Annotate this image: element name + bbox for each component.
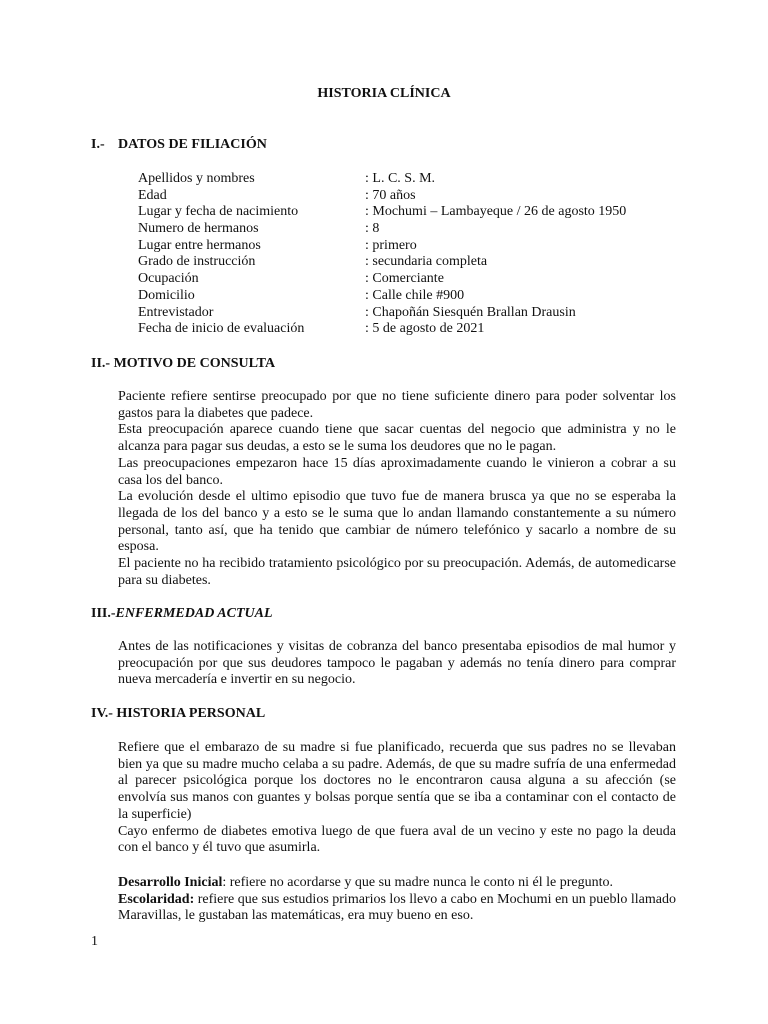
section-heading-filiacion [91, 137, 267, 154]
paragraph: Paciente refiere sentirse preocupado por que no tiene suficiente dinero para poder solventar los gastos para la diabetes que padece. [118, 389, 676, 421]
filiation-table [138, 171, 698, 338]
filiation-label: Edad [138, 187, 167, 203]
filiation-row [138, 288, 698, 305]
filiation-label: Domicilio [138, 287, 195, 303]
filiation-value: : primero [365, 237, 417, 253]
section-title: DATOS DE FILIACIÓN [118, 137, 267, 152]
section-title: ENFERMEDAD ACTUAL [115, 606, 273, 621]
page-number: 1 [91, 934, 98, 949]
desarrollo-text: : refiere no acordarse y que su madre nunca le conto ni él le pregunto. [222, 875, 614, 890]
filiation-value: : secundaria completa [365, 254, 488, 270]
escolaridad-paragraph [118, 892, 676, 925]
paragraph: El paciente no ha recibido tratamiento psicológico por su preocupación. Además, de automedicarse para su diabetes. [118, 556, 676, 588]
escolaridad-label: Escolaridad: [118, 891, 195, 907]
section-heading-historia [91, 706, 265, 723]
filiation-value: : Chapoñán Siesquén Brallan Drausin [365, 304, 576, 320]
enfermedad-text [118, 639, 676, 689]
paragraph: La evolución desde el ultimo episodio que tuvo fue de manera brusca ya que no se esperaba la llegada de los del banco y a esto se le suma que lo andan llamando constantemente a su número personal, tanto así, que ha tenido que cambiar de número telefónico y sacarlo a nombre de su esposa. [118, 489, 676, 555]
section-number: III.- [91, 606, 116, 621]
filiation-value: : 70 años [365, 187, 416, 203]
section-number: II.- [91, 356, 111, 371]
filiation-row [138, 321, 698, 338]
filiation-value: : L. C. S. M. [365, 171, 436, 186]
section-title: MOTIVO DE CONSULTA [113, 356, 276, 371]
section-heading-enfermedad [91, 606, 273, 623]
filiation-value: : 8 [365, 221, 380, 237]
filiation-row [138, 305, 698, 322]
filiation-label: Entrevistador [138, 304, 214, 320]
filiation-row [138, 188, 698, 205]
filiation-label: Lugar entre hermanos [138, 237, 261, 253]
filiation-value: : Comerciante [365, 271, 444, 287]
paragraph: Esta preocupación aparece cuando tiene que sacar cuentas del negocio que administra y no le alcanza para pagar sus deudas, a esto se le suma los deudores que no le pagan. [118, 422, 676, 455]
filiation-row [138, 254, 698, 271]
section-heading-motivo [91, 356, 275, 373]
filiation-value: : Mochumi – Lambayeque / 26 de agosto 1950 [365, 204, 627, 220]
desarrollo-label: Desarrollo Inicial [118, 875, 223, 890]
filiation-label: Numero de hermanos [138, 221, 259, 237]
escolaridad-text: refiere que sus estudios primarios los llevo a cabo en Mochumi en un pueblo llamado Maravillas, le gustaban las matemáticas, era muy bueno en eso. [118, 891, 676, 924]
paragraph: Cayo enfermo de diabetes emotiva luego de que fuera aval de un vecino y este no pago la deuda con el banco y él tuvo que asumirla. [118, 823, 676, 856]
paragraph: Antes de las notificaciones y visitas de cobranza del banco presentaba episodios de mal humor y preocupación por que sus deudores tampoco le pagaban y además no tenía dinero para comprar nueva mercadería e invertir en su negocio. [118, 639, 676, 688]
paragraph: Las preocupaciones empezaron hace 15 días aproximadamente cuando le vinieron a cobrar a su casa los del banco. [118, 455, 676, 488]
historia-text [118, 740, 676, 857]
paragraph: Refiere que el embarazo de su madre si fue planificado, recuerda que sus padres no se llevaban bien ya que su madre mucho celaba a su padre. Además, de que su madre sufría de una enfermedad al parecer psicológica porque los doctores no le encontraron causa alguna a su afección (se envolvía sus manos con guantes y bolsas porque sentía que se iba a contaminar con el contacto de la superficie) [118, 740, 676, 822]
motivo-text [118, 389, 676, 589]
filiation-row [138, 271, 698, 288]
document-title: HISTORIA CLÍNICA [317, 86, 451, 101]
section-title: HISTORIA PERSONAL [116, 706, 266, 721]
filiation-label: Grado de instrucción [138, 254, 256, 270]
filiation-row [138, 221, 698, 238]
filiation-value: : 5 de agosto de 2021 [365, 321, 485, 337]
filiation-row [138, 204, 698, 221]
filiation-label: Fecha de inicio de evaluación [138, 321, 305, 337]
filiation-row [138, 171, 698, 188]
desarrollo-paragraph [118, 875, 676, 892]
filiation-label: Lugar y fecha de nacimiento [138, 204, 299, 220]
filiation-value: : Calle chile #900 [365, 287, 465, 303]
historia-subsections [118, 875, 676, 925]
section-number: IV.- [91, 706, 113, 721]
filiation-label: Apellidos y nombres [138, 171, 255, 186]
filiation-row [138, 238, 698, 255]
section-number: I.- [91, 137, 105, 152]
filiation-label: Ocupación [138, 271, 199, 287]
